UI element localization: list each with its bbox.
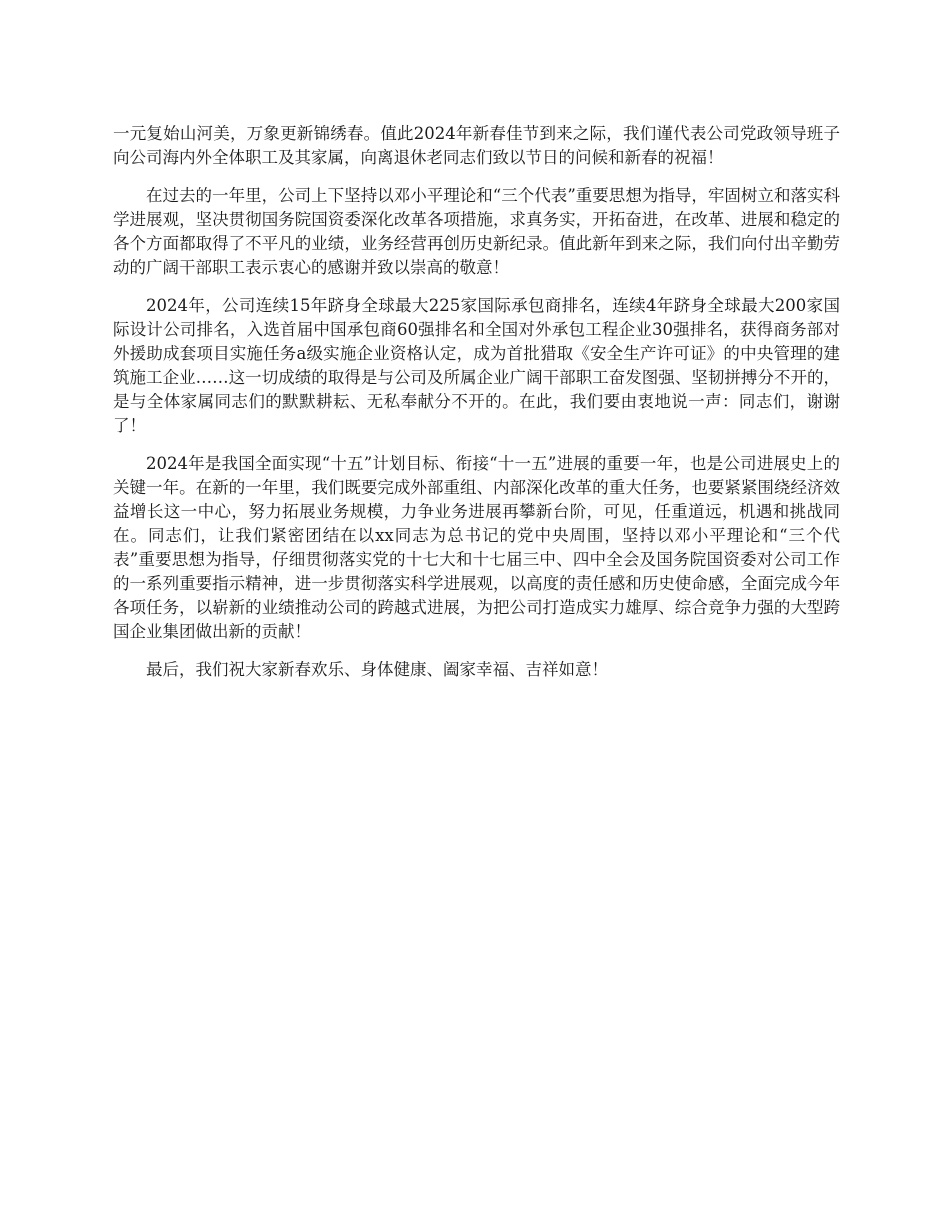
paragraph-closing-wishes: 最后，我们祝大家新春欢乐、身体健康、阖家幸福、吉祥如意！ bbox=[146, 660, 608, 679]
paragraph-new-year-goals: 2024年是我国全面实现“十五”计划目标、衔接“十一五”进展的重要一年，也是公司进展史上的关键一年。在新的一年里，我们既要完成外部重组、内部深化改革的重大任务，也要紧紧围绕经济效益增长这一中心，努力拓展业务规模，力争业务进展再攀新台阶，可见，任重道远，机遇和挑战同在。同志们，让我们紧密团结在以xx同志为总书记的党中央周围，坚持以邓小平理论和“三个代表”重要思想为指导，仔细贯彻落实党的十七大和十七届三中、四中全会及国务院国资委对公司工作的一系列重要指示精神，进一步贯彻落实科学进展观，以高度的责任感和历史使命感，全面完成今年各项任务，以崭新的业绩推动公司的跨越式进展，为把公司打造成实力雄厚、综合竞争力强的大型跨国企业集团做出新的贡献！ bbox=[113, 454, 840, 641]
paragraph-opening: 一元复始山河美，万象更新锦绣春。值此2024年新春佳节到来之际，我们谨代表公司党政领导班子向公司海内外全体职工及其家属，向离退休老同志们致以节日的问候和新春的祝福！ bbox=[113, 124, 840, 167]
document-page bbox=[113, 122, 840, 696]
paragraph-past-year: 在过去的一年里，公司上下坚持以邓小平理论和“三个代表”重要思想为指导，牢固树立和落实科学进展观，坚决贯彻国务院国资委深化改革各项措施，求真务实，开拓奋进，在改革、进展和稳定的各个方面都取得了不平凡的业绩，业务经营再创历史新纪录。值此新年到来之际，我们向付出辛勤劳动的广阔干部职工表示衷心的感谢并致以崇高的敬意！ bbox=[113, 186, 840, 277]
paragraph-achievements: 2024年，公司连续15年跻身全球最大225家国际承包商排名，连续4年跻身全球最大200家国际设计公司排名，入选首届中国承包商60强排名和全国对外承包工程企业30强排名，获得商务部对外援助成套项目实施任务a级实施企业资格认定，成为首批猎取《安全生产许可证》的中央管理的建筑施工企业……这一切成绩的取得是与公司及所属企业广阔干部职工奋发图强、坚韧拼搏分不开的，是与全体家属同志们的默默耕耘、无私奉献分不开的。在此，我们要由衷地说一声：同志们，谢谢了！ bbox=[113, 296, 840, 435]
